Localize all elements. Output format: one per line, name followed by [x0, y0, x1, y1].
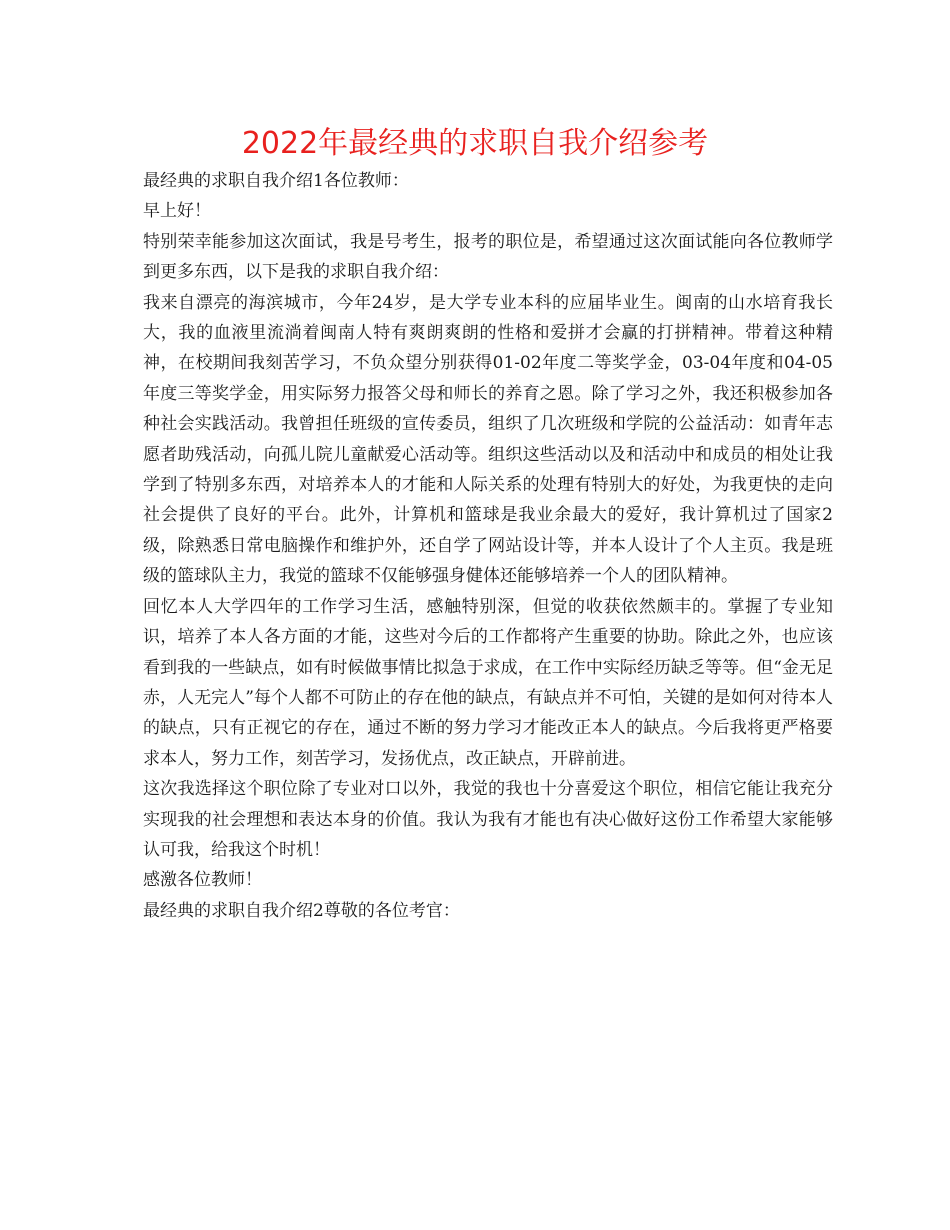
document-body: [143, 166, 833, 926]
paragraph-motivation: 这次我选择这个职位除了专业对口以外，我觉的我也十分喜爱这个职位，相信它能让我充分实现我的社会理想和表达本身的价值。我认为我有才能也有决心做好这份工作希望大家能够认可我，给我这个时机！: [143, 779, 833, 860]
paragraph-reflection: 回忆本人大学四年的工作学习生活，感触特别深，但觉的收获依然颇丰的。掌握了专业知识，培养了本人各方面的才能，这些对今后的工作都将产生重要的协助。除此之外，也应该看到我的一些缺点，如有时候做事情比拟急于求成，在工作中实际经历缺乏等等。但“金无足赤，人无完人”每个人都不可防止的存在他的缺点，有缺点并不可怕，关键的是如何对待本人的缺点，只有正视它的存在，通过不断的努力学习才能改正本人的缺点。今后我将更严格要求本人，努力工作，刻苦学习，发扬优点，改正缺点，开辟前进。: [143, 596, 833, 769]
paragraph-second-heading: 最经典的求职自我介绍2尊敬的各位考官：: [143, 900, 460, 921]
paragraph-thanks: 感激各位教师！: [143, 870, 262, 891]
paragraph-background: 我来自漂亮的海滨城市，今年24岁，是大学专业本科的应届毕业生。闽南的山水培育我长大，我的血液里流淌着闽南人特有爽朗爽朗的性格和爱拼才会赢的打拼精神。带着这种精神，在校期间我刻苦学习，不负众望分别获得01-02年度二等奖学金，03-04年度和04-05年度三等奖学金，用实际努力报答父母和师长的养育之恩。除了学习之外，我还积极参加各种社会实践活动。我曾担任班级的宣传委员，组织了几次班级和学院的公益活动：如青年志愿者助残活动，向孤儿院儿童献爱心活动等。组织这些活动以及和活动中和成员的相处让我学到了特别多东西，对培养本人的才能和人际关系的处理有特别大的好处，为我更快的走向社会提供了良好的平台。此外，计算机和篮球是我业余最大的爱好，我计算机过了国家2级，除熟悉日常电脑操作和维护外，还自学了网站设计等，并本人设计了个人主页。我是班级的篮球队主力，我觉的篮球不仅能够强身健体还能够培养一个人的团队精神。: [143, 292, 833, 587]
document-title: 2022年最经典的求职自我介绍参考: [241, 126, 709, 161]
paragraph-good-morning: 早上好！: [143, 201, 211, 222]
paragraph-greeting-heading: 最经典的求职自我介绍1各位教师：: [143, 171, 409, 191]
paragraph-intro: 特别荣幸能参加这次面试，我是号考生，报考的职位是，希望通过这次面试能向各位教师学到更多东西，以下是我的求职自我介绍：: [143, 231, 833, 283]
